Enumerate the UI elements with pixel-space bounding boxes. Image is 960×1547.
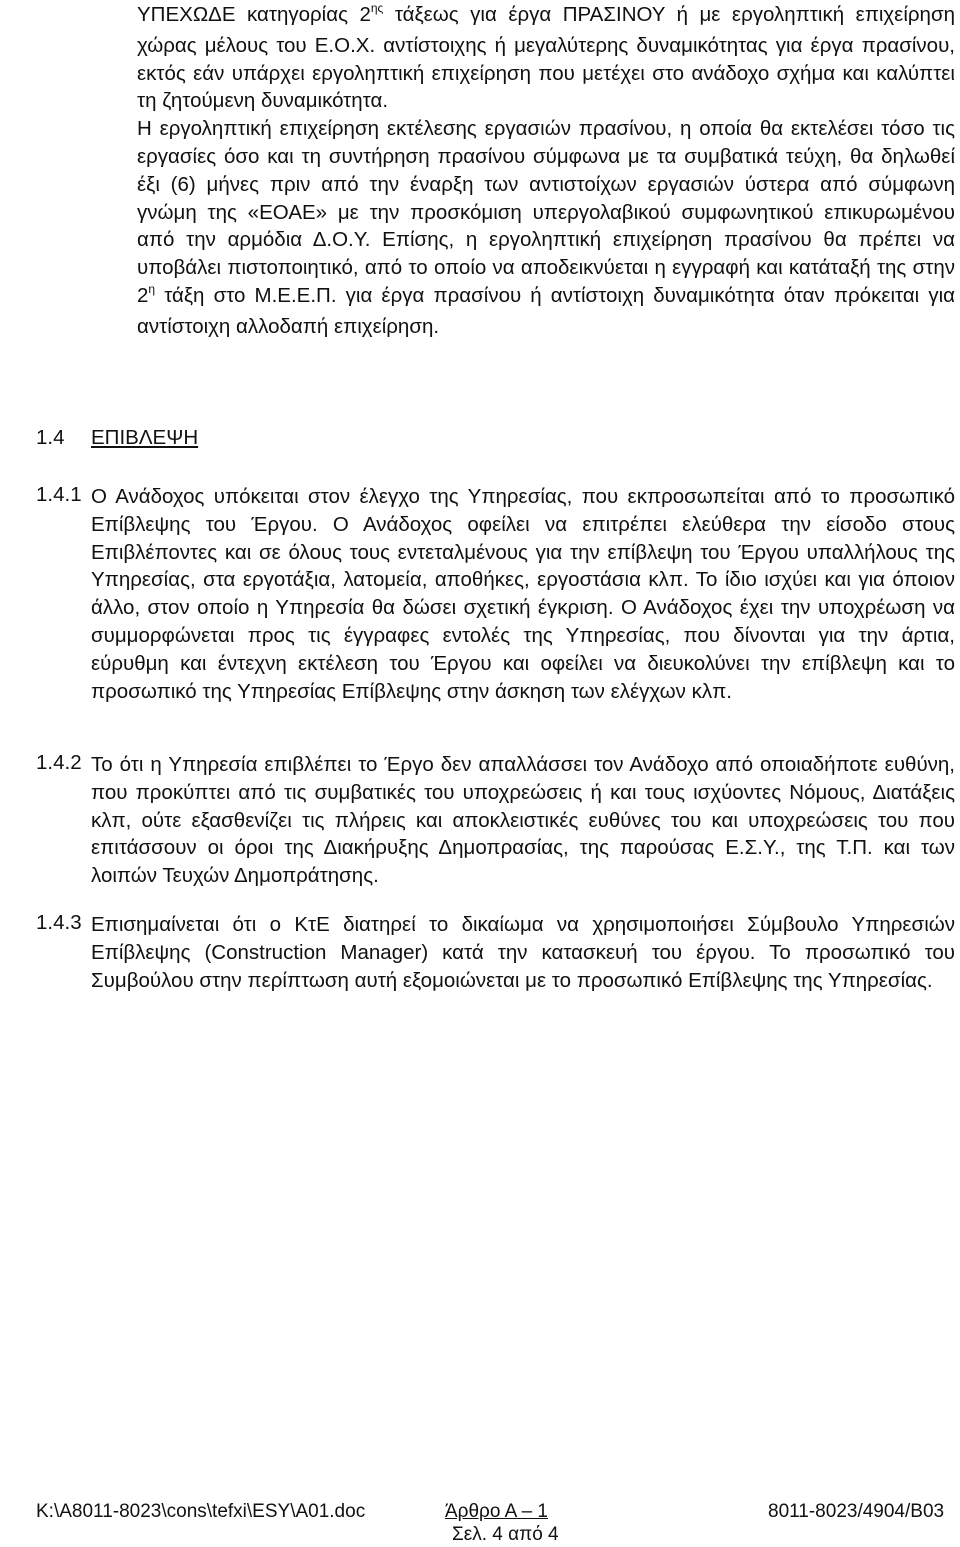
item-text: Επισημαίνεται ότι ο ΚτΕ διατηρεί το δικαίωμα να χρησιμοποιήσει Σύμβουλο Υπηρεσιών Επίβλεψης (Construction Manager) κατά την κατασκευή του έργου. Το προσωπικό του Συμβούλου στην περίπτωση αυτή εξομοιώνεται με το προσωπικό Επίβλεψης της Υπηρεσίας. bbox=[91, 913, 955, 992]
item-number: 1.4.1 bbox=[36, 483, 82, 506]
superscript: η bbox=[148, 281, 156, 296]
superscript: ης bbox=[370, 1, 384, 15]
intro-paragraph-1 bbox=[137, 1, 955, 115]
section-title: ΕΠΙΒΛΕΨΗ bbox=[91, 426, 199, 449]
footer-page-number: Σελ. 4 από 4 bbox=[452, 1524, 559, 1545]
section-number: 1.4 bbox=[36, 426, 65, 449]
intro-section bbox=[137, 1, 955, 341]
intro-paragraph-1-end: τάξεως για έργα ΠΡΑΣΙΝΟΥ ή με εργοληπτική επιχείρηση χώρας μέλους του Ε.Ο.Χ. αντίστοιχης ή μεγαλύτερης δυναμικότητας για έργα πρασίνου, εκτός εάν υπάρχει εργοληπτική επιχείρηση που μετέχει στο ανάδοχο σχήμα και καλύπτει τη ζητούμενη δυναμικότητα. bbox=[137, 3, 955, 113]
footer-file-path: K:\A8011-8023\cons\tefxi\ESY\A01.doc bbox=[36, 1501, 366, 1522]
footer-reference: 8011-8023/4904/B03 bbox=[768, 1501, 945, 1522]
item-number: 1.4.3 bbox=[36, 911, 82, 934]
footer-article: Άρθρο Α – 1 bbox=[445, 1501, 548, 1522]
item-number: 1.4.2 bbox=[36, 751, 82, 774]
intro-paragraph-1-start: ΥΠΕΧΩΔΕ κατηγορίας 2 bbox=[137, 3, 371, 26]
intro-paragraph-2 bbox=[137, 115, 955, 340]
intro-paragraph-2-end: τάξη στο Μ.Ε.Ε.Π. για έργα πρασίνου ή αντίστοιχη δυναμικότητα όταν πρόκειται για αντίστοιχη αλλοδαπή επιχείρηση. bbox=[137, 283, 955, 338]
intro-paragraph-2-start: Η εργοληπτική επιχείρηση εκτέλεσης εργασιών πρασίνου, η οποία θα εκτελέσει τόσο τις εργασίες όσο και τη συντήρηση πρασίνου σύμφωνα με τα συμβατικά τεύχη, θα δηλωθεί έξι (6) μήνες πριν από την έναρξη των αντιστοίχων εργασιών ύστερα από σύμφωνη γνώμη της «ΕΟΑΕ» με την προσκόμιση υπεργολαβικού συμφωνητικού επικυρωμένου από την αρμόδια Δ.Ο.Υ. Επίσης, η εργοληπτική επιχείρηση πρασίνου θα πρέπει να υποβάλει πιστοποιητικό, από το οποίο να αποδεικνύεται η εγγραφή και κατάταξή της στην 2 bbox=[137, 117, 955, 307]
item-text: Το ότι η Υπηρεσία επιβλέπει το Έργο δεν απαλλάσσει τον Ανάδοχο από οποιαδήποτε ευθύνη, που προκύπτει από τις συμβατικές του υποχρεώσεις ή και τους ισχύοντες Νόμους, Διατάξεις κλπ, ούτε εξασθενίζει τις πλήρεις και αποκλειστικές ευθύνες του και υποχρεώσεις του που επιτάσσουν οι όροι της Διακήρυξης Δημοπρασίας, της παρούσας Ε.Σ.Υ., της Τ.Π. και των λοιπών Τευχών Δημοπράτησης. bbox=[91, 753, 955, 888]
item-text: Ο Ανάδοχος υπόκειται στον έλεγχο της Υπηρεσίας, που εκπροσωπείται από το προσωπικό Επίβλεψης του Έργου. Ο Ανάδοχος οφείλει να επιτρέπει ελεύθερα την είσοδο στους Επιβλέποντες και σε όλους τους εντεταλμένους για την επίβλεψη του Έργου υπαλλήλους της Υπηρεσίας, στα εργοτάξια, λατομεία, αποθήκες, εργοστάσια κλπ. Το ίδιο ισχύει και για όποιον άλλο, στον οποίο η Υπηρεσία θα δώσει σχετική έγκριση. Ο Ανάδοχος έχει την υποχρέωση να συμμορφώνεται προς τις έγγραφες εντολές της Υπηρεσίας, που δίνονται για την άρτια, εύρυθμη και έντεχνη εκτέλεση του Έργου και οφείλει να διευκολύνει την επίβλεψη και το προσωπικό της Υπηρεσίας Επίβλεψης στην άσκηση των ελέγχων κλπ. bbox=[91, 485, 955, 703]
